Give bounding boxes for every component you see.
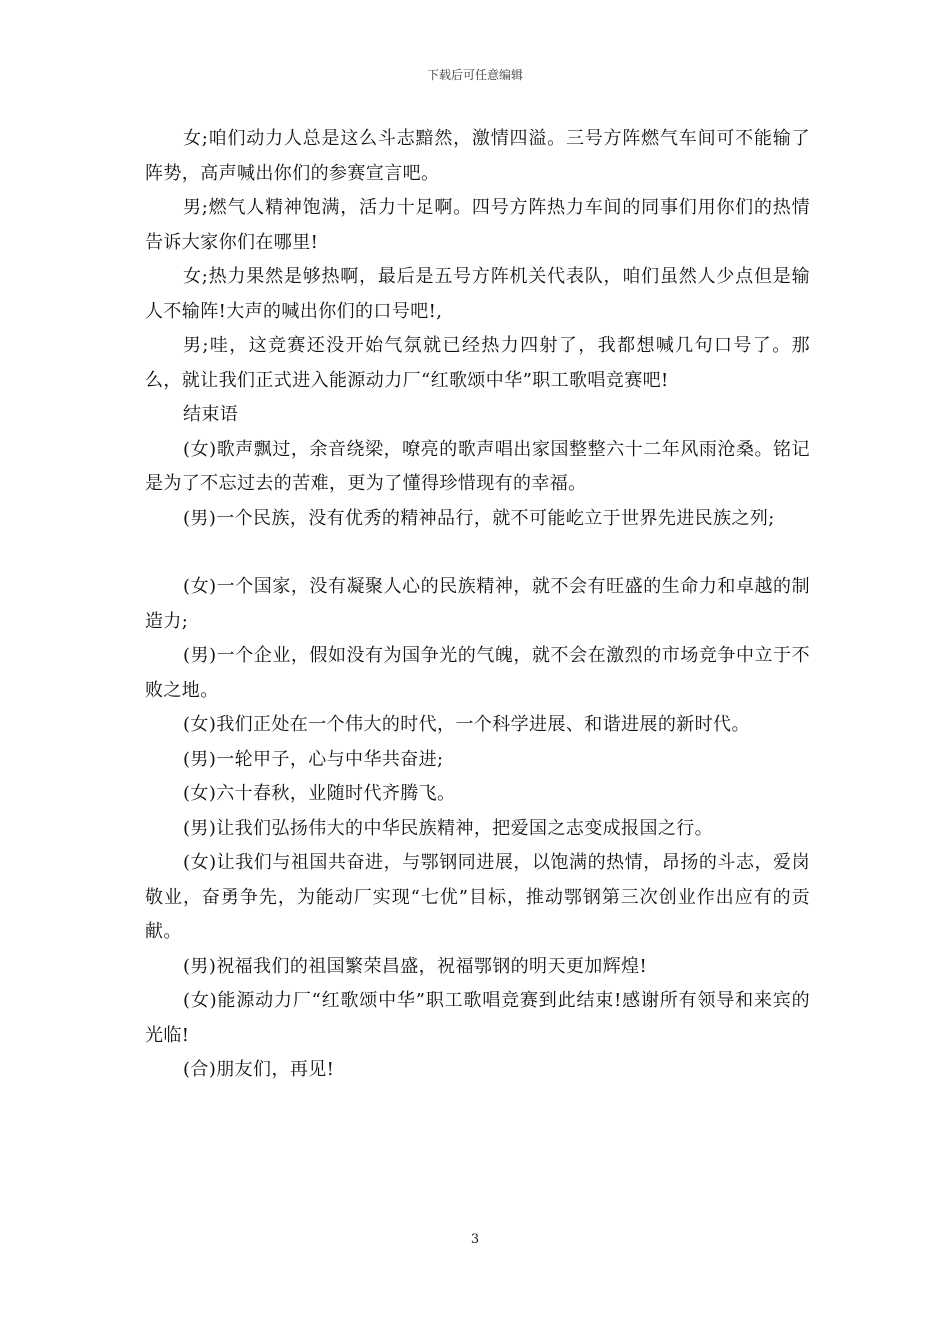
paragraph-closing-6: (男)一轮甲子，心与中华共奋进; (183, 748, 444, 770)
paragraph-office-team: 女;热力果然是够热啊，最后是五号方阵机关代表队，咱们虽然人少点但是输人不输阵!大声的喊出你们的口号吧!, (145, 266, 810, 322)
paragraph-closing-4: (男)一个企业，假如没有为国争光的气魄，就不会在激烈的市场竞争中立于不败之地。 (145, 645, 810, 701)
paragraph-closing-7: (女)六十春秋，业随时代齐腾飞。 (183, 783, 456, 804)
paragraph-closing-10: (男)祝福我们的祖国繁荣昌盛，祝福鄂钢的明天更加辉煌! (183, 955, 648, 977)
paragraph-competition-start: 男;哇，这竞赛还没开始气氛就已经热力四射了，我都想喊几句口号了。那么，就让我们正式进入能源动力厂“红歌颂中华”职工歌唱竞赛吧! (145, 335, 810, 391)
paragraph-closing-9: (女)让我们与祖国共奋进，与鄂钢同进展，以饱满的热情，昂扬的斗志，爱岗敬业，奋勇争先，为能动厂实现“七优”目标，推动鄂钢第三次创业作出应有的贡献。 (145, 852, 810, 942)
paragraph-closing-2: (男)一个民族，没有优秀的精神品行，就不可能屹立于世界先进民族之列; (183, 507, 775, 529)
paragraph-closing-1: (女)歌声飘过，余音绕梁，嘹亮的歌声唱出家国整整六十二年风雨沧桑。铭记是为了不忘过去的苦难，更为了懂得珍惜现有的幸福。 (145, 438, 810, 494)
paragraph-closing-8: (男)让我们弘扬伟大的中华民族精神，把爱国之志变成报国之行。 (183, 817, 714, 839)
blank-line (145, 536, 810, 570)
page-number: 3 (470, 1232, 480, 1247)
paragraph-farewell: (合)朋友们，再见! (183, 1059, 335, 1080)
paragraph-closing-5: (女)我们正处在一个伟大的时代，一个科学进展、和谐进展的新时代。 (183, 714, 750, 735)
section-heading-closing: 结束语 (183, 404, 239, 425)
paragraph-heat-workshop: 男;燃气人精神饱满，活力十足啊。四号方阵热力车间的同事们用你们的热情告诉大家你们在哪里! (145, 197, 810, 253)
document-body (145, 122, 810, 1088)
paragraph-closing-3: (女)一个国家，没有凝聚人心的民族精神，就不会有旺盛的生命力和卓越的制造力; (145, 576, 810, 632)
page-header: 下载后可任意编辑 (426, 68, 523, 82)
paragraph-gas-workshop: 女;咱们动力人总是这么斗志黯然，激情四溢。三号方阵燃气车间可不能输了阵势，高声喊出你们的参赛宣言吧。 (145, 128, 810, 184)
paragraph-closing-11: (女)能源动力厂“红歌颂中华”职工歌唱竞赛到此结束!感谢所有领导和来宾的光临! (145, 990, 810, 1046)
